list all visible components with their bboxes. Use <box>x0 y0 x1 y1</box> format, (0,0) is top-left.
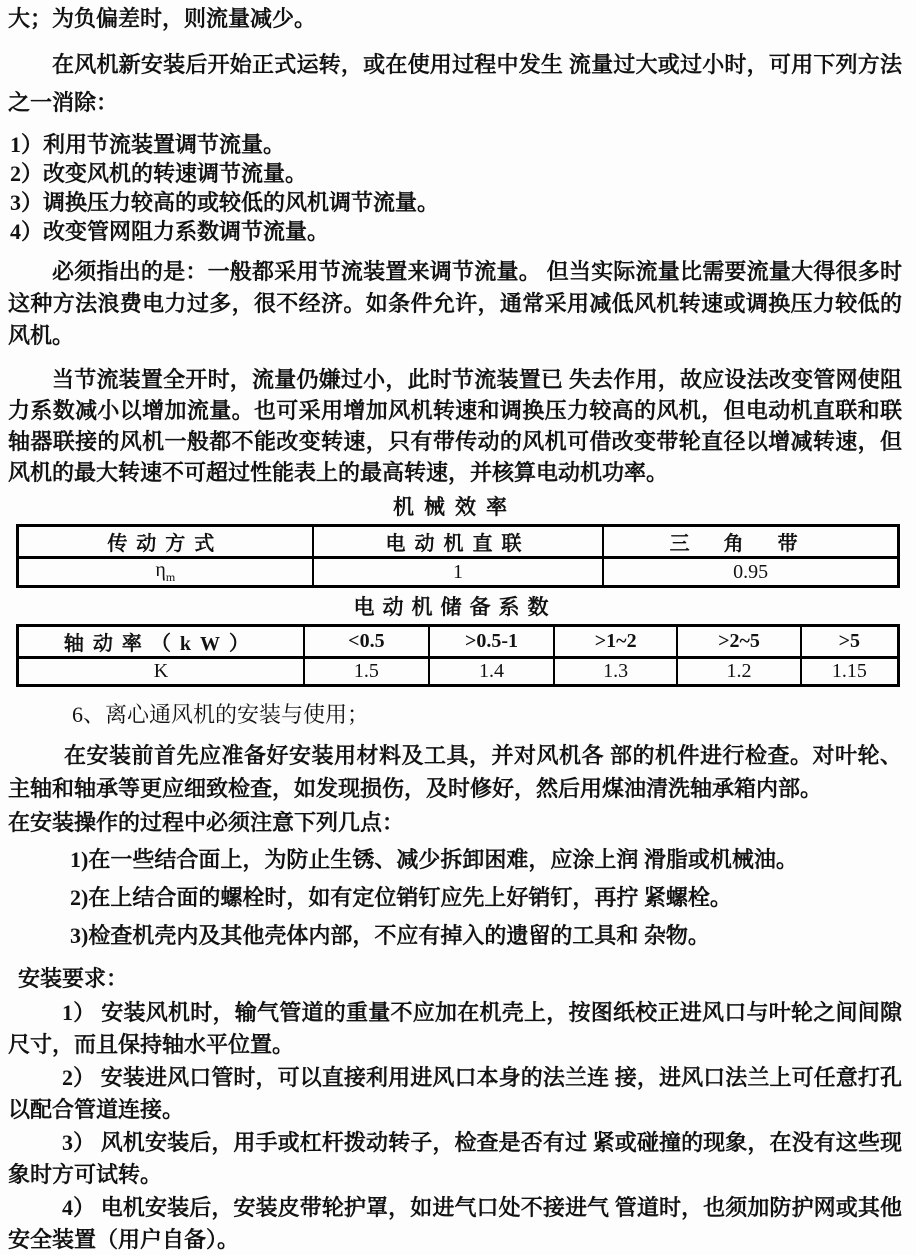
throttle-note-paragraph: 必须指出的是：一般都采用节流装置来调节流量。 但当实际流量比需要流量大得很多时这种方法浪费电力过多，很不经济。如条件允许，通常采用减低风机转速或调换压力较低的风机。 <box>8 259 902 348</box>
table-header-row <box>18 526 899 558</box>
header-range-3: >1~2 <box>554 626 677 658</box>
k-value-2: 1.4 <box>429 658 554 686</box>
table-row <box>18 558 899 587</box>
header-range-5: >5 <box>801 626 899 658</box>
header-range-2: >0.5-1 <box>429 626 554 658</box>
table-header-row <box>18 626 899 658</box>
throttle-full-open-paragraph: 当节流装置全开时，流量仍嫌过小，此时节流装置已 失去作用，故应设法改变管网使阻力系数减小以增加流量。也可采用增加风机转速和调换压力较高的风机，但电动机直联和联轴器联接的风机一般都不能改变转速，只有带传动的风机可借改变带轮直径以增减转速，但风机的最大转速不可超过性能表上的最高转速，并核算电动机功率。 <box>8 367 902 485</box>
motor-reserve-coefficient-table <box>16 624 900 687</box>
intro-paragraph: 在风机新安装后开始正式运转，或在使用过程中发生 流量过大或过小时，可用下列方法之一消除： <box>8 52 902 115</box>
k-value-1: 1.5 <box>304 658 429 686</box>
requirement-item-4: 4） 电机安装后，安装皮带轮护罩，如进气口处不接进气 管道时，也须加防护网或其他安全装置（用户自备）。 <box>8 1195 902 1252</box>
note-item-2: 2)在上结合面的螺栓时，如有定位销钉应先上好销钉，再拧 紧螺栓。 <box>70 885 732 910</box>
installation-note-list <box>8 841 902 955</box>
header-shaft-power: 轴动率（kW） <box>18 626 304 658</box>
requirement-item-3: 3） 风机安装后，用手或杠杆拨动转子，检查是否有过 紧或碰撞的现象，在没有这些现象时方可试转。 <box>8 1130 902 1187</box>
method-item-2: 2）改变风机的转速调节流量。 <box>10 161 308 186</box>
value-belt: 0.95 <box>603 558 898 587</box>
mechanical-efficiency-title: 机械效率 <box>393 495 517 519</box>
k-label-cell: K <box>18 658 304 686</box>
top-continuation-line: 大；为负偏差时，则流量减少。 <box>8 6 317 31</box>
mechanical-efficiency-table <box>16 524 900 588</box>
method-item-1: 1）利用节流装置调节流量。 <box>10 132 286 157</box>
attention-lead-line: 在安装操作的过程中必须注意下列几点： <box>8 810 405 835</box>
eta-m-cell: $\eta_m$ <box>18 558 313 587</box>
header-v-belt: 三角带 <box>603 526 898 558</box>
requirement-item-2: 2） 安装进风口管时，可以直接利用进风口本身的法兰连 接，进风口法兰上可任意打孔以配合管道连接。 <box>8 1065 902 1122</box>
method-item-4: 4）改变管网阻力系数调节流量。 <box>10 219 330 244</box>
value-direct: 1 <box>313 558 604 587</box>
k-value-4: 1.2 <box>677 658 800 686</box>
installation-requirements-heading: 安装要求： <box>18 966 129 991</box>
k-value-5: 1.15 <box>801 658 899 686</box>
section6-heading: 6、离心通风机的安装与使用； <box>72 702 370 727</box>
note-item-3: 3)检查机壳内及其他壳体内部，不应有掉入的遗留的工具和 杂物。 <box>70 923 710 948</box>
table-row <box>18 658 899 686</box>
header-range-4: >2~5 <box>677 626 800 658</box>
motor-reserve-coefficient-title: 电动机储备系数 <box>353 595 557 619</box>
note-item-1: 1)在一些结合面上，为防止生锈、减少拆卸困难，应涂上润 滑脂或机械油。 <box>70 847 798 872</box>
header-transmission-type: 传动方式 <box>18 526 313 558</box>
header-range-1: <0.5 <box>304 626 429 658</box>
flow-adjust-method-list <box>8 130 902 246</box>
header-motor-direct: 电动机直联 <box>313 526 604 558</box>
requirement-item-1: 1） 安装风机时，输气管道的重量不应加在机壳上，按图纸校正进风口与叶轮之间间隙尺寸，而且保持轴水平位置。 <box>8 1000 902 1057</box>
installation-requirement-list <box>8 997 902 1255</box>
method-item-3: 3）调换压力较高的或较低的风机调节流量。 <box>10 190 440 215</box>
k-value-3: 1.3 <box>554 658 677 686</box>
preparation-paragraph: 在安装前首先应准备好安装用材料及工具，并对风机各 部的机件进行检查。对叶轮、主轴和轴承等更应细致检查，如发现损伤，及时修好，然后用煤油清洗轴承箱内部。 <box>8 743 902 801</box>
